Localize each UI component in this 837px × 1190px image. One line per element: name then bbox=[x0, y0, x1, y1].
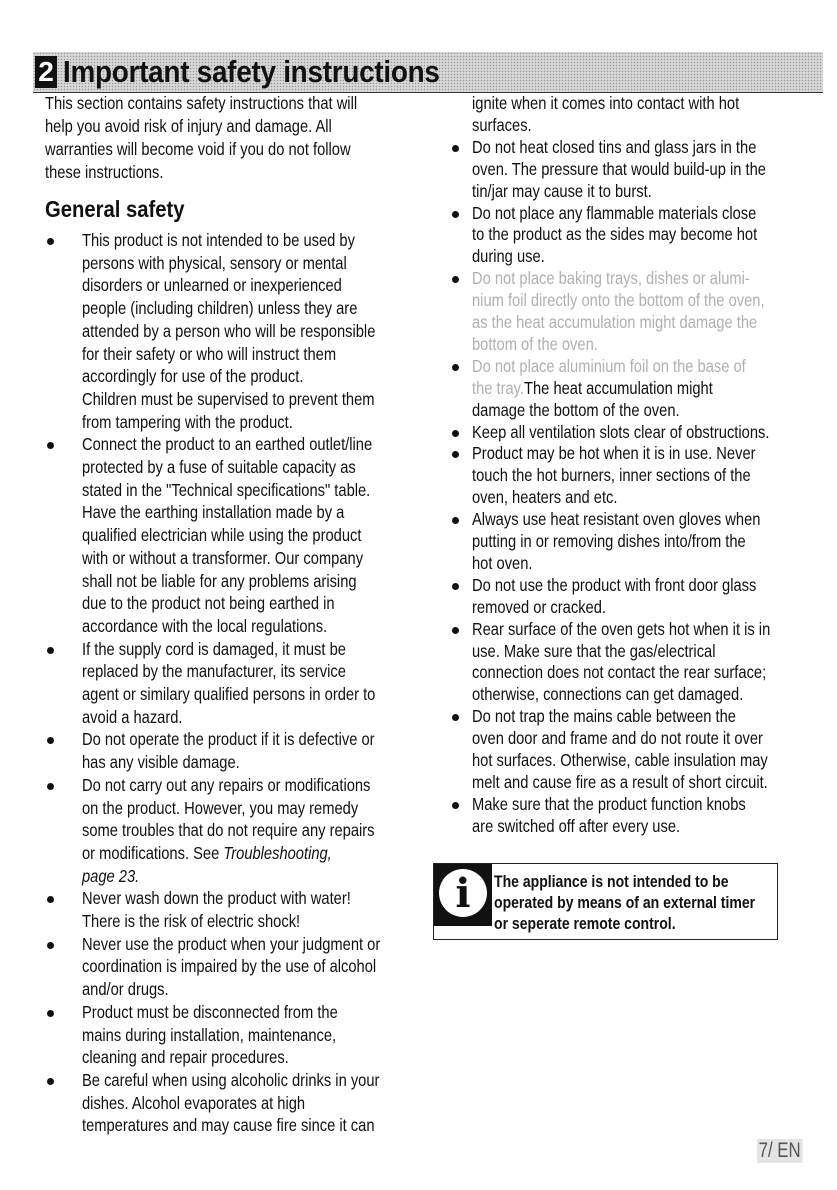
faint-text: Do not place aluminium foil on the base of bbox=[472, 355, 746, 376]
bullet-icon bbox=[452, 145, 459, 152]
info-icon: i bbox=[439, 869, 487, 917]
info-note-box bbox=[433, 863, 778, 940]
bullet-line: melt and cause fire as a result of short circuit. bbox=[472, 771, 768, 792]
faint-text: as the heat accumulation might damage the bbox=[472, 312, 758, 332]
bullet-icon bbox=[47, 942, 54, 949]
section-title: Important safety instructions bbox=[63, 54, 440, 89]
cross-reference: Troubleshooting, bbox=[223, 842, 332, 863]
bullet-icon bbox=[452, 627, 459, 634]
bullet-line: removed or cracked. bbox=[472, 596, 606, 617]
bullet-line: Always use heat resistant oven gloves when bbox=[472, 509, 761, 530]
bullet-line: There is the risk of electric shock! bbox=[82, 911, 301, 931]
bullet-icon bbox=[47, 783, 54, 790]
bullet-line bbox=[472, 289, 765, 311]
bullet-line: Keep all ventilation slots clear of obstructions. bbox=[472, 421, 770, 442]
intro-line: This section contains safety instructions that will bbox=[45, 93, 358, 113]
info-icon-background bbox=[434, 864, 492, 926]
bullet-line: Do not use the product with front door glass bbox=[472, 574, 757, 595]
bullet-icon bbox=[452, 583, 459, 590]
bullet-line: mains during installation, maintenance, bbox=[82, 1024, 337, 1045]
bullet-line: Do not heat closed tins and glass jars in the bbox=[472, 136, 757, 157]
bullet-line: Have the earthing installation made by a bbox=[82, 502, 345, 523]
bullet-line: on the product. However, you may remedy bbox=[82, 797, 359, 818]
bullet-line: damage the bottom of the oven. bbox=[472, 399, 680, 420]
bullet-line: hot surfaces. Otherwise, cable insulation may bbox=[472, 750, 768, 770]
bullet-line: dishes. Alcohol evaporates at high bbox=[82, 1092, 306, 1113]
bullet-icon bbox=[452, 517, 459, 524]
bullet-line: tin/jar may cause it to burst. bbox=[472, 180, 652, 201]
bullet-line: Never use the product when your judgment or bbox=[82, 933, 381, 954]
bullet-icon bbox=[452, 430, 459, 437]
bullet-line: and/or drugs. bbox=[82, 979, 169, 1000]
bullet-line: Product may be hot when it is in use. Never bbox=[472, 443, 756, 464]
bullet-icon bbox=[452, 714, 459, 721]
faint-text: Do not place baking trays, dishes or alumi- bbox=[472, 268, 750, 289]
bullet-line: persons with physical, sensory or mental bbox=[82, 252, 347, 273]
bullet-icon bbox=[47, 896, 54, 903]
bullet-line: accordance with the local regulations. bbox=[82, 615, 328, 636]
info-note-line: or seperate remote control. bbox=[494, 915, 676, 933]
bullet-line: Connect the product to an earthed outlet/line bbox=[82, 434, 373, 455]
section-header bbox=[33, 52, 823, 93]
bullet-line: due to the product not being earthed in bbox=[82, 593, 335, 614]
bullet-line: attended by a person who will be responsible bbox=[82, 320, 376, 341]
bullet-line: with or without a transformer. Our company bbox=[82, 547, 364, 568]
info-note-line: operated by means of an external timer bbox=[494, 894, 756, 912]
cross-reference: page 23. bbox=[82, 865, 140, 886]
bullet-line: disorders or unlearned or inexperienced bbox=[82, 275, 342, 296]
bullet-line: or modifications. See Troubleshooting, bbox=[82, 842, 332, 863]
bullet-line: oven. The pressure that would build-up in the bbox=[472, 158, 766, 179]
bullet-icon bbox=[47, 1078, 54, 1085]
bullet-icon bbox=[452, 364, 459, 371]
intro-line: warranties will become void if you do not follow bbox=[45, 138, 351, 159]
bullet-line: oven door and frame and do not route it over bbox=[472, 728, 763, 749]
bullet-icon bbox=[47, 647, 54, 654]
bullet-line: connection does not contact the rear surface; bbox=[472, 662, 767, 683]
bullet-line: otherwise, connections can get damaged. bbox=[472, 684, 744, 705]
bullet-line: agent or similary qualified persons in order to bbox=[82, 684, 376, 704]
intro-line: help you avoid risk of injury and damage. All bbox=[45, 115, 332, 136]
bullet-line: Product must be disconnected from the bbox=[82, 1001, 338, 1022]
bullet-line: Do not carry out any repairs or modifications bbox=[82, 774, 371, 795]
bullet-line: Children must be supervised to prevent them bbox=[82, 388, 375, 409]
bullet-line: are switched off after every use. bbox=[472, 815, 681, 836]
bullet-line: cleaning and repair procedures. bbox=[82, 1047, 289, 1068]
faint-text: nium foil directly onto the bottom of the oven, bbox=[472, 290, 765, 311]
bullet-line: accordingly for use of the product. bbox=[82, 366, 304, 387]
bullet-icon bbox=[47, 442, 54, 449]
bullet-line: Rear surface of the oven gets hot when it is in bbox=[472, 618, 771, 639]
bullet-line: avoid a hazard. bbox=[82, 706, 183, 727]
bullet-line: qualified electrician while using the product bbox=[82, 525, 362, 546]
bullet-line: replaced by the manufacturer, its service bbox=[82, 661, 346, 682]
page-number: 7/ EN bbox=[758, 1139, 801, 1162]
bullet-line: Be careful when using alcoholic drinks in your bbox=[82, 1069, 380, 1090]
bullet-line: Never wash down the product with water! bbox=[82, 888, 351, 909]
bullet-icon bbox=[47, 737, 54, 744]
bullet-line bbox=[82, 865, 139, 887]
continuation-line: ignite when it comes into contact with hot bbox=[472, 93, 740, 113]
bullet-line bbox=[472, 355, 746, 377]
bullet-line: use. Make sure that the gas/electrical bbox=[472, 640, 716, 661]
bullet-line: Make sure that the product function knobs bbox=[472, 793, 746, 814]
bullet-line: touch the hot burners, inner sections of the bbox=[472, 465, 751, 486]
bullet-icon bbox=[452, 802, 459, 809]
bullet-line: for their safety or who will instruct them bbox=[82, 343, 337, 364]
info-note-text bbox=[494, 872, 755, 935]
bullet-line: Do not operate the product if it is defective or bbox=[82, 729, 375, 750]
intro-line: these instructions. bbox=[45, 161, 164, 182]
bullet-line: the tray.The heat accumulation might bbox=[472, 377, 713, 398]
general-safety-heading: General safety bbox=[45, 196, 185, 222]
bullet-icon bbox=[452, 211, 459, 218]
bullet-icon bbox=[47, 238, 54, 245]
chapter-number: 2 bbox=[35, 56, 57, 88]
bullet-line: Do not trap the mains cable between the bbox=[472, 706, 736, 727]
bullet-icon bbox=[452, 451, 459, 458]
bullet-icon bbox=[452, 276, 459, 283]
bullet-line: some troubles that do not require any repairs bbox=[82, 820, 375, 841]
bullet-line: to the product as the sides may become hot bbox=[472, 224, 758, 245]
bullet-line: oven, heaters and etc. bbox=[472, 487, 618, 508]
faint-text: bottom of the oven. bbox=[472, 333, 598, 354]
bullet-line bbox=[472, 333, 598, 355]
bullet-line: temperatures and may cause fire since it can bbox=[82, 1115, 375, 1136]
bullet-line: during use. bbox=[472, 246, 545, 267]
bullet-line: protected by a fuse of suitable capacity as bbox=[82, 457, 356, 477]
bullet-line bbox=[472, 267, 750, 289]
bullet-line: people (including children) unless they are bbox=[82, 298, 358, 319]
bullet-line: shall not be liable for any problems arising bbox=[82, 570, 357, 591]
continuation-line: surfaces. bbox=[472, 114, 532, 135]
bullet-line: If the supply cord is damaged, it must be bbox=[82, 638, 346, 659]
bullet-line: Do not place any flammable materials close bbox=[472, 202, 757, 223]
info-note-line: The appliance is not intended to be bbox=[494, 873, 729, 891]
bullet-line: This product is not intended to be used by bbox=[82, 230, 355, 250]
bullet-line: from tampering with the product. bbox=[82, 411, 293, 432]
faint-text: the tray. bbox=[472, 377, 525, 398]
bullet-icon bbox=[47, 1010, 54, 1017]
bullet-line: putting in or removing dishes into/from the bbox=[472, 531, 746, 551]
bullet-line: stated in the "Technical specifications" table. bbox=[82, 479, 371, 500]
bullet-line: hot oven. bbox=[472, 552, 533, 573]
bullet-line: has any visible damage. bbox=[82, 752, 240, 773]
bullet-line bbox=[472, 311, 757, 333]
bullet-line: coordination is impaired by the use of alcohol bbox=[82, 956, 377, 977]
